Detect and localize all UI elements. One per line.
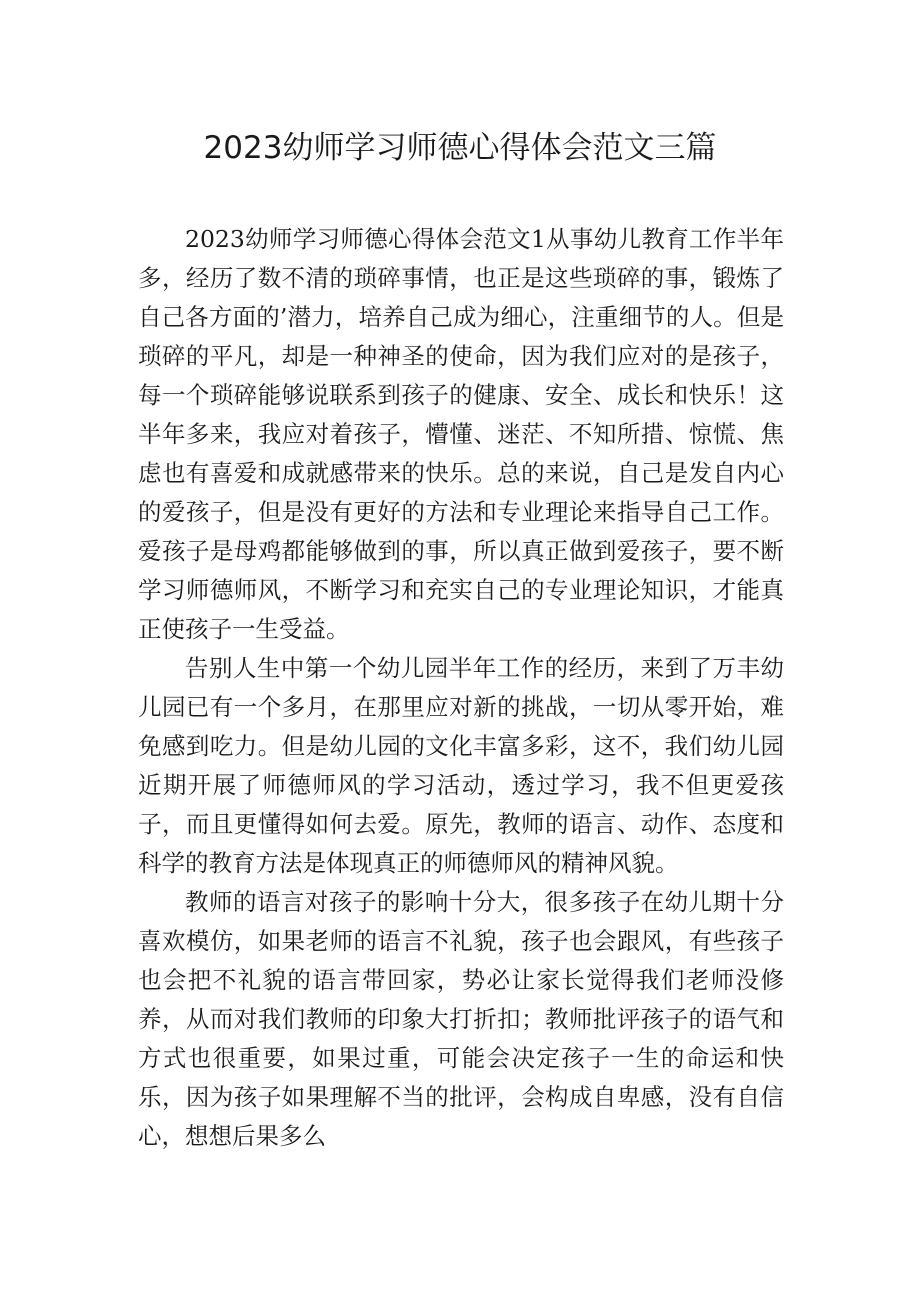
paragraph-3: 教师的语言对孩子的影响十分大，很多孩子在幼儿期十分喜欢模仿，如果老师的语言不礼貌，孩子也会跟风，有些孩子也会把不礼貌的语言带回家，势必让家长觉得我们老师没修养，从而对我们教师的印象大打折扣；教师批评孩子的语气和方式也很重要，如果过重，可能会决定孩子一生的命运和快乐，因为孩子如果理解不当的批评，会构成自卑感，没有自信心，想想后果多么	[138, 888, 784, 1150]
paragraph-1: 2023幼师学习师德心得体会范文1从事幼儿教育工作半年多，经历了数不清的琐碎事情，也正是这些琐碎的事，锻炼了自己各方面的’潜力，培养自己成为细心，注重细节的人。但是琐碎的平凡，却是一种神圣的使命，因为我们应对的是孩子，每一个琐碎能够说联系到孩子的健康、安全、成长和快乐！这半年多来，我应对着孩子，懵懂、迷茫、不知所措、惊慌、焦虑也有喜爱和成就感带来的快乐。总的来说，自己是发自内心的爱孩子，但是没有更好的方法和专业理论来指导自己工作。爱孩子是母鸡都能够做到的事，所以真正做到爱孩子，要不断学习师德师风，不断学习和充实自己的专业理论知识，才能真正使孩子一生受益。	[138, 225, 784, 643]
paragraph-2: 告别人生中第一个幼儿园半年工作的经历，来到了万丰幼儿园已有一个多月，在那里应对新的挑战，一切从零开始，难免感到吃力。但是幼儿园的文化丰富多彩，这不，我们幼儿园近期开展了师德师风的学习活动，透过学习，我不但更爱孩子，而且更懂得如何去爱。原先，教师的语言、动作、态度和科学的教育方法是体现真正的师德师风的精神风貌。	[138, 654, 784, 877]
document-title: 2023幼师学习师德心得体会范文三篇	[203, 130, 717, 166]
document-body	[138, 220, 784, 1156]
